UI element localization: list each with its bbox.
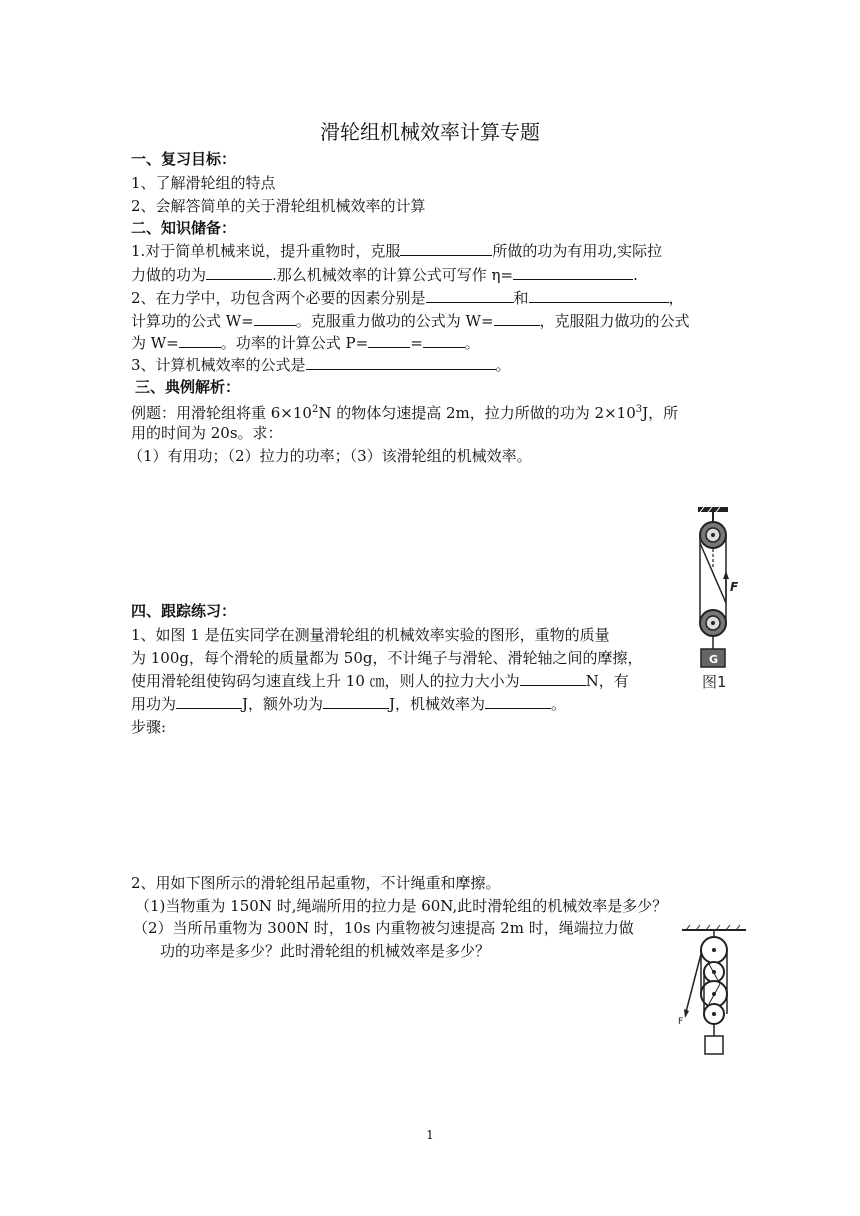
text-segment: 用功为 xyxy=(131,695,177,713)
example-line-2: 用的时间为 20s。求： xyxy=(131,424,283,442)
force-label-f: F xyxy=(678,1017,684,1027)
answer-blank[interactable] xyxy=(520,670,586,686)
answer-blank[interactable] xyxy=(254,310,296,326)
text-segment: 。克服重力做功的公式为 W= xyxy=(295,312,494,330)
force-label-f: F xyxy=(730,580,739,594)
text-segment: 使用滑轮组使钩码匀速直线上升 10 ㎝，则人的拉力大小为 xyxy=(131,672,520,690)
text-segment: 所做的功为有用功,实际拉 xyxy=(492,242,663,260)
question-2-line-2 xyxy=(131,310,690,332)
page-number: 1 xyxy=(426,1128,434,1142)
text-segment: N 的物体匀速提高 2m，拉力所做的功为 2×10 xyxy=(318,404,636,422)
answer-blank[interactable] xyxy=(513,264,633,280)
figure-2-pulley xyxy=(676,924,752,1058)
question-3-line xyxy=(131,354,511,376)
page-title: 滑轮组机械效率计算专题 xyxy=(320,120,540,144)
question-2-line-3 xyxy=(131,332,480,354)
problem-2-line-2: （1)当物重为 150N 时,绳端所用的拉力是 60N,此时滑轮组的机械效率是多少？ xyxy=(135,897,668,915)
text-segment: 。功率的计算公式 P= xyxy=(220,334,369,352)
text-segment: 例题：用滑轮组将重 6×10 xyxy=(131,404,312,422)
answer-blank[interactable] xyxy=(400,240,492,256)
question-2-line-1 xyxy=(131,287,684,309)
answer-blank[interactable] xyxy=(426,287,514,303)
text-segment: 1.对于简单机械来说，提升重物时，克服 xyxy=(131,242,401,260)
text-segment: 和 xyxy=(513,289,529,307)
answer-blank[interactable] xyxy=(368,332,410,348)
text-segment: . xyxy=(633,266,638,284)
steps-label: 步骤: xyxy=(131,718,167,736)
example-line-1 xyxy=(131,399,678,424)
text-segment: 为 W= xyxy=(131,334,179,352)
answer-blank[interactable] xyxy=(323,693,389,709)
text-segment: 力做的功为 xyxy=(131,266,207,284)
superscript: 2 xyxy=(311,404,319,415)
text-segment: ， xyxy=(668,289,684,307)
answer-blank[interactable] xyxy=(485,693,551,709)
weight-label-g: G xyxy=(709,653,719,666)
text-segment: .那么机械效率的计算公式可写作 η= xyxy=(272,266,514,284)
answer-blank[interactable] xyxy=(206,264,272,280)
superscript: 3 xyxy=(635,404,643,415)
question-1-line-2 xyxy=(131,264,638,286)
section-heading-knowledge: 二、知识储备： xyxy=(131,219,237,237)
question-1-line-1 xyxy=(131,240,662,262)
answer-blank[interactable] xyxy=(306,354,496,370)
section-heading-practice: 四、跟踪练习： xyxy=(131,602,237,620)
text-segment: J，机械效率为 xyxy=(389,695,486,713)
text-segment: 。 xyxy=(551,695,567,713)
figure-1-caption: 图1 xyxy=(702,673,727,691)
problem-1-line-1: 1、如图 1 是伍实同学在测量滑轮组的机械效率实验的图形，重物的质量 xyxy=(131,626,610,644)
answer-blank[interactable] xyxy=(179,332,221,348)
text-segment: N，有 xyxy=(585,672,629,690)
problem-2-line-4: 功的功率是多少？此时滑轮组的机械效率是多少？ xyxy=(160,942,491,960)
goal-item-1: 1、了解滑轮组的特点 xyxy=(131,174,276,192)
answer-blank[interactable] xyxy=(529,287,669,303)
text-segment: 3、计算机械效率的公式是 xyxy=(131,356,306,374)
pulley-diagram-1 xyxy=(684,505,740,695)
text-segment: ，克服阻力做功的公式 xyxy=(539,312,690,330)
text-segment: 。 xyxy=(464,334,480,352)
problem-1-line-2: 为 100g，每个滑轮的质量都为 50g，不计绳子与滑轮、滑轮轴之间的摩擦， xyxy=(131,649,643,667)
weight-block xyxy=(705,1036,723,1054)
problem-2-line-3: （2）当所吊重物为 300N 时，10s 内重物被匀速提高 2m 时，绳端拉力做 xyxy=(133,919,634,937)
section-heading-review-goals: 一、复习目标： xyxy=(131,150,237,168)
answer-blank[interactable] xyxy=(423,332,465,348)
section-heading-example: 三、典例解析： xyxy=(135,378,241,396)
problem-1-line-3 xyxy=(131,670,629,692)
answer-blank[interactable] xyxy=(176,693,242,709)
text-segment: 。 xyxy=(495,356,511,374)
text-segment: = xyxy=(410,334,423,352)
text-segment: J，额外功为 xyxy=(242,695,324,713)
example-line-3: （1）有用功；（2）拉力的功率；（3）该滑轮组的机械效率。 xyxy=(128,447,532,465)
pulley-diagram-2 xyxy=(676,924,752,1058)
text-segment: J，所 xyxy=(642,404,679,422)
figure-1-pulley xyxy=(684,505,740,695)
problem-1-line-4 xyxy=(131,693,566,715)
text-segment: 2、在力学中，功包含两个必要的因素分别是 xyxy=(131,289,426,307)
text-segment: 计算功的公式 W= xyxy=(131,312,254,330)
goal-item-2: 2、会解答简单的关于滑轮组机械效率的计算 xyxy=(131,197,426,215)
answer-blank[interactable] xyxy=(494,310,540,326)
problem-2-line-1: 2、用如下图所示的滑轮组吊起重物，不计绳重和摩擦。 xyxy=(131,874,501,892)
